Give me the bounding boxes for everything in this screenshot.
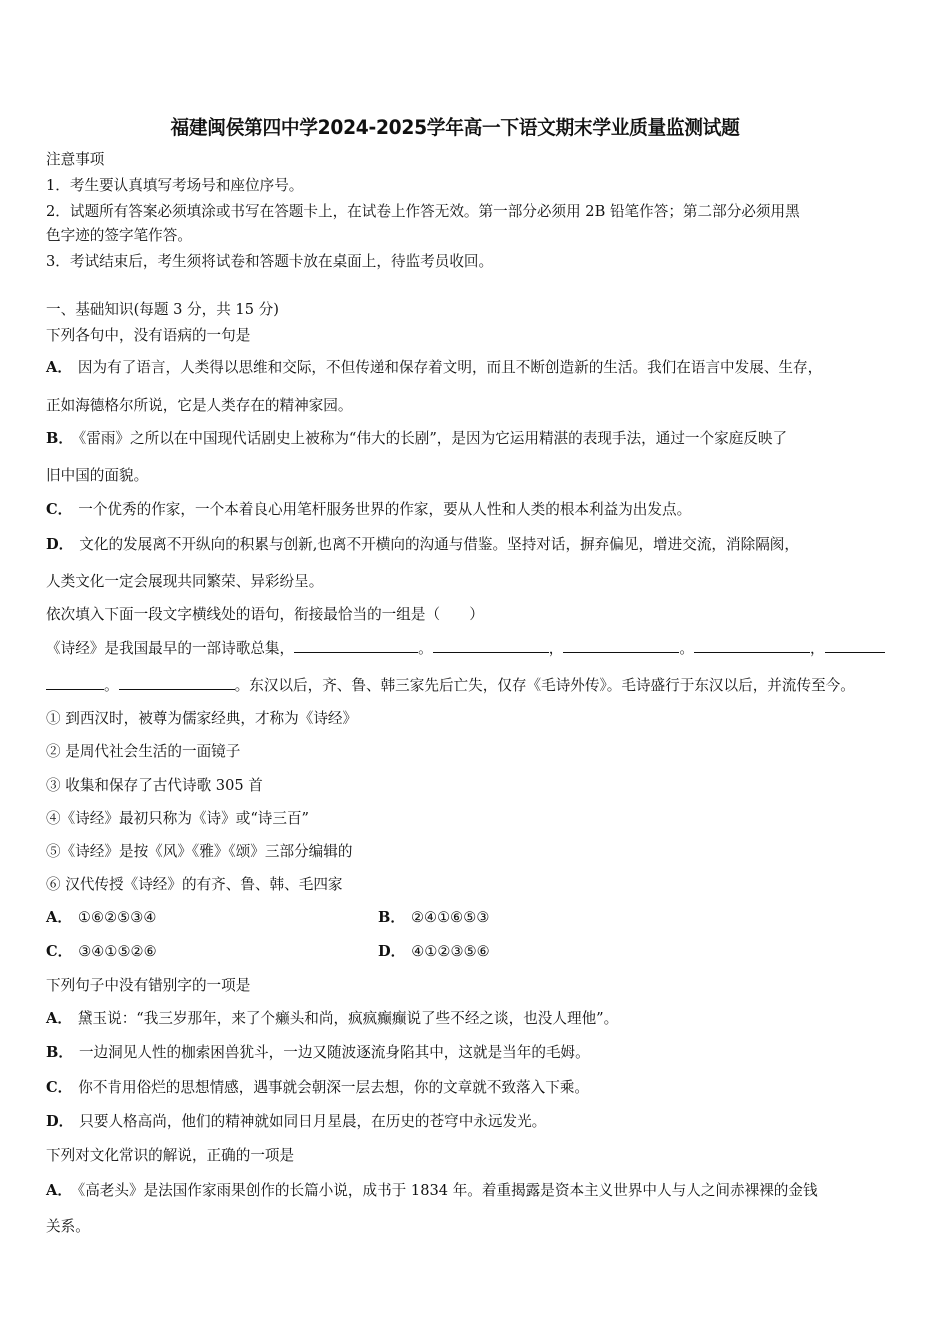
notice-item-3: 3．考试结束后，考生须将试卷和答题卡放在桌面上，待监考员收回。 xyxy=(46,253,494,270)
q1-option-c-text: 一个优秀的作家，一个本着良心用笔杆服务世界的作家，要从人性和人类的根本利益为出发点。 xyxy=(78,501,692,518)
option-letter: B． xyxy=(46,430,73,447)
q1-option-a-line-2: 正如海德格尔所说，它是人类存在的精神家园。 xyxy=(46,397,353,414)
notice-heading: 注意事项 xyxy=(46,151,105,168)
answer-blank-5[interactable] xyxy=(825,639,885,653)
q2-sentence-6: ⑥ 汉代传授《诗经》的有齐、鲁、韩、毛四家 xyxy=(46,876,343,893)
option-letter: A． xyxy=(46,1182,72,1199)
q1-option-b-line-2: 旧中国的面貌。 xyxy=(46,467,149,484)
answer-blank-4[interactable] xyxy=(694,639,810,653)
q3-option-d-text: 只要人格高尚，他们的精神就如同日月星晨，在历史的苍穹中永远发光。 xyxy=(79,1113,547,1130)
q1-option-b xyxy=(46,429,787,449)
q1-option-d-line-2: 人类文化一定会展现共同繁荣、异彩纷呈。 xyxy=(46,573,324,590)
q2-option-c-text: ③④①⑤②⑥ xyxy=(78,943,157,960)
notice-item-1: 1．考生要认真填写考场号和座位序号。 xyxy=(46,177,304,194)
notice-item-2-line-2: 色字迹的签字笔作答。 xyxy=(46,227,192,244)
q4-option-a[interactable] xyxy=(46,1181,818,1201)
option-letter: D． xyxy=(378,943,406,960)
q4-option-a-text: 《高老头》是法国作家雨果创作的长篇小说，成书于 1834 年。着重揭露是资本主义世界中人与人之间赤裸裸的金钱 xyxy=(77,1182,818,1199)
q3-option-a[interactable] xyxy=(46,1009,618,1029)
separator: 。 xyxy=(679,640,694,657)
option-letter: B． xyxy=(46,1044,73,1061)
q2-option-a-text: ①⑥②⑤③④ xyxy=(77,909,157,926)
section-heading: 一、基础知识(每题 3 分，共 15 分) xyxy=(46,301,279,318)
option-letter: B． xyxy=(378,909,405,926)
separator: ， xyxy=(809,640,825,657)
q2-passage-line-1 xyxy=(46,639,885,659)
answer-blank-1[interactable] xyxy=(294,639,418,653)
option-letter: D． xyxy=(46,1113,74,1130)
q2-sentence-4: ④《诗经》最初只称为《诗》或“诗三百” xyxy=(46,810,310,827)
separator: 。 xyxy=(234,677,250,694)
q2-option-b-text: ②④①⑥⑤③ xyxy=(410,909,490,926)
q1-option-b-text: 《雷雨》之所以在中国现代话剧史上被称为“伟大的长剧”，是因为它运用精湛的表现手法，通过一个家庭反映了 xyxy=(78,430,788,447)
q3-option-b[interactable] xyxy=(46,1043,590,1063)
q1-option-a xyxy=(46,358,822,378)
option-letter: C． xyxy=(46,1079,73,1096)
q4-option-a-line-2: 关系。 xyxy=(46,1218,90,1235)
q2-option-d-text: ④①②③⑤⑥ xyxy=(411,943,490,960)
q1-option-a-text: 因为有了语言，人类得以思维和交际，不但传递和保存着文明，而且不断创造新的生活。我们在语言中发展、生存， xyxy=(77,359,823,376)
q1-option-d xyxy=(46,535,799,555)
q2-passage-line-2 xyxy=(46,676,855,696)
separator: 。 xyxy=(418,640,433,657)
q2-option-a[interactable] xyxy=(46,908,156,928)
q4-stem: 下列对文化常识的解说，正确的一项是 xyxy=(46,1147,295,1164)
q3-stem: 下列句子中没有错别字的一项是 xyxy=(46,977,251,994)
answer-blank-2[interactable] xyxy=(433,639,549,653)
answer-blank-3[interactable] xyxy=(563,639,679,653)
q3-option-c[interactable] xyxy=(46,1078,589,1098)
option-letter: A． xyxy=(46,909,72,926)
q1-option-c xyxy=(46,500,691,520)
notice-item-2-line-1: 2．试题所有答案必须填涂或书写在答题卡上，在试卷上作答无效。第一部分必须用 2B 铅笔作答；第二部分必须用黑 xyxy=(46,203,800,220)
option-letter: D． xyxy=(46,536,74,553)
q3-option-d[interactable] xyxy=(46,1112,546,1132)
q2-sentence-2: ② 是周代社会生活的一面镜子 xyxy=(46,743,241,760)
option-letter: C． xyxy=(46,943,73,960)
answer-blank-5-cont[interactable] xyxy=(46,676,104,690)
q2-passage-start: 《诗经》是我国最早的一部诗歌总集， xyxy=(46,640,295,657)
q3-option-a-text: 黛玉说：“我三岁那年，来了个癞头和尚，疯疯癫癫说了些不经之谈，也没人理他”。 xyxy=(77,1010,619,1027)
option-letter: A． xyxy=(46,359,72,376)
answer-blank-6[interactable] xyxy=(119,676,235,690)
q2-passage-end: 东汉以后，齐、鲁、韩三家先后亡失，仅存《毛诗外传》。毛诗盛行于东汉以后，并流传至今。 xyxy=(249,677,855,694)
separator: ， xyxy=(548,640,564,657)
q2-stem: 依次填入下面一段文字横线处的语句，衔接最恰当的一组是（ ） xyxy=(46,606,484,623)
q2-option-c[interactable] xyxy=(46,942,157,962)
q1-stem: 下列各句中，没有语病的一句是 xyxy=(46,327,251,344)
q2-sentence-1: ① 到西汉时，被尊为儒家经典，才称为《诗经》 xyxy=(46,710,358,727)
q1-option-d-text: 文化的发展离不开纵向的积累与创新,也离不开横向的沟通与借鉴。坚持对话，摒弃偏见，增进交流，消除隔阂， xyxy=(79,536,799,553)
q2-sentence-3: ③ 收集和保存了古代诗歌 305 首 xyxy=(46,777,263,794)
q2-option-d[interactable] xyxy=(378,942,490,962)
q2-sentence-5: ⑤《诗经》是按《风》《雅》《颂》三部分编辑的 xyxy=(46,843,353,860)
option-letter: C． xyxy=(46,501,73,518)
q3-option-b-text: 一边洞见人性的枷索困兽犹斗，一边又随波逐流身陷其中，这就是当年的毛姆。 xyxy=(78,1044,590,1061)
q3-option-c-text: 你不肯用俗烂的思想情感，遇事就会朝深一层去想，你的文章就不致落入下乘。 xyxy=(78,1079,590,1096)
option-letter: A． xyxy=(46,1010,72,1027)
separator: 。 xyxy=(104,677,119,694)
q2-option-b[interactable] xyxy=(378,908,489,928)
exam-title: 福建闽侯第四中学2024-2025学年高一下语文期末学业质量监测试题 xyxy=(170,116,740,139)
